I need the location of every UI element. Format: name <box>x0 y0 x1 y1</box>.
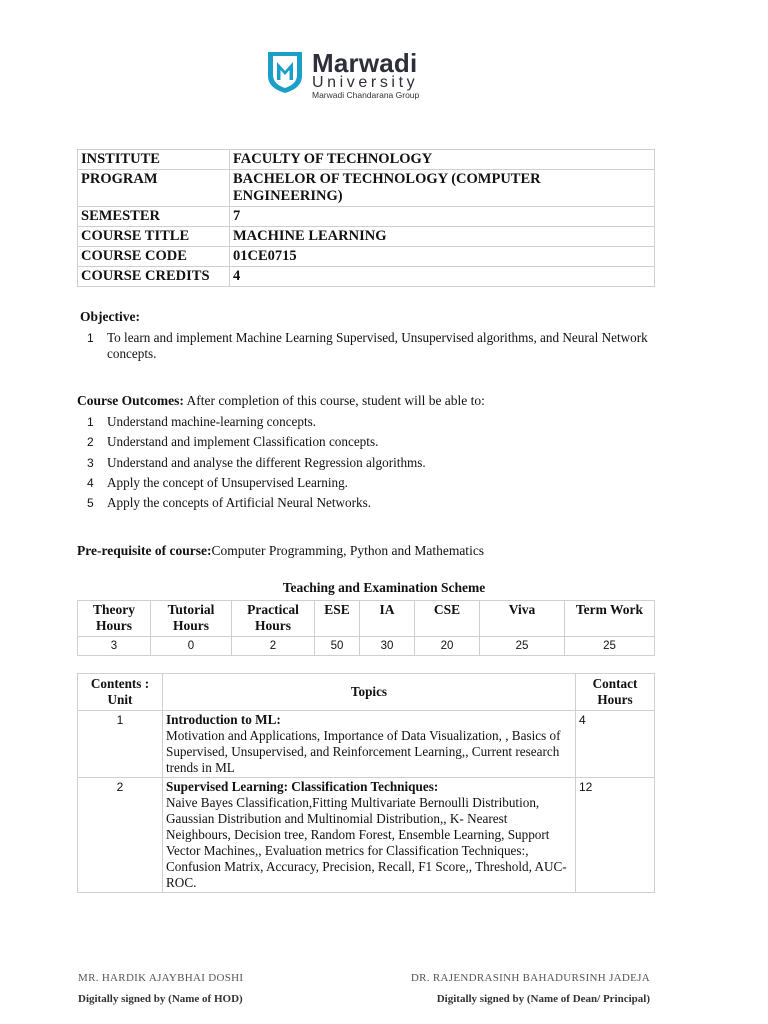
table-header-cell: IA <box>360 601 415 637</box>
info-row <box>78 170 655 207</box>
list-text: Understand machine-learning concepts. <box>107 414 317 429</box>
info-row <box>78 247 655 267</box>
list-number: 1 <box>87 331 94 345</box>
info-value: 4 <box>230 267 655 287</box>
list-text: Apply the concept of Unsupervised Learning. <box>107 475 348 490</box>
topic-title: Introduction to ML: <box>166 712 281 727</box>
dean-signature-note: Digitally signed by (Name of Dean/ Principal) <box>436 993 650 1005</box>
table-cell: 2 <box>232 637 315 656</box>
table-header-cell: Term Work <box>565 601 655 637</box>
table-header-row <box>78 674 655 711</box>
hod-name: MR. HARDIK AJAYBHAI DOSHI <box>78 972 244 984</box>
prerequisite <box>77 543 484 559</box>
topic-body: Motivation and Applications, Importance of Data Visualization, , Basics of Supervised, Unsupervised, and Reinforcement Learning,, Current research trends in ML <box>166 728 561 775</box>
table-cell: 3 <box>78 637 151 656</box>
scheme-title: Teaching and Examination Scheme <box>282 580 486 595</box>
course-info-table <box>77 149 655 287</box>
info-label: COURSE CODE <box>78 247 230 267</box>
info-label: COURSE TITLE <box>78 227 230 247</box>
table-header-cell: Tutorial Hours <box>151 601 232 637</box>
info-label: PROGRAM <box>78 170 230 207</box>
info-value: BACHELOR OF TECHNOLOGY (COMPUTER ENGINEERING) <box>230 170 655 207</box>
logo-group: Marwadi Chandarana Group <box>312 90 420 100</box>
dean-name: DR. RAJENDRASINH BAHADURSINH JADEJA <box>410 972 650 984</box>
info-value: 7 <box>230 207 655 227</box>
info-value: MACHINE LEARNING <box>230 227 655 247</box>
topics-header: Topics <box>163 674 576 711</box>
table-header-cell: Viva <box>480 601 565 637</box>
list-number: 3 <box>87 456 94 470</box>
logo-name: Marwadi <box>312 48 418 78</box>
contact-hours: 4 <box>576 711 655 778</box>
unit-number: 2 <box>78 778 163 893</box>
table-cell: 25 <box>565 637 655 656</box>
topic-cell <box>163 778 576 893</box>
table-row <box>78 637 655 656</box>
table-header-cell: Theory Hours <box>78 601 151 637</box>
topic-cell <box>163 711 576 778</box>
contact-hours: 12 <box>576 778 655 893</box>
info-row <box>78 207 655 227</box>
hours-header: Contact Hours <box>576 674 655 711</box>
info-row <box>78 267 655 287</box>
info-label: COURSE CREDITS <box>78 267 230 287</box>
topic-title: Supervised Learning: Classification Techniques: <box>166 779 439 794</box>
table-header-row <box>78 601 655 637</box>
table-row <box>78 778 655 893</box>
table-header-cell: CSE <box>415 601 480 637</box>
objective-heading: Objective: <box>80 309 140 324</box>
list-text: Apply the concepts of Artificial Neural Networks. <box>107 495 372 510</box>
prerequisite-text: Computer Programming, Python and Mathematics <box>211 543 485 558</box>
info-label: SEMESTER <box>78 207 230 227</box>
shield-logo-icon <box>266 50 304 94</box>
table-header-cell: Practical Hours <box>232 601 315 637</box>
list-number: 4 <box>87 476 94 490</box>
list-text: To learn and implement Machine Learning Supervised, Unsupervised algorithms, and Neural Network concepts. <box>107 330 648 361</box>
prerequisite-heading: Pre-requisite of course: <box>77 543 212 558</box>
contents-table <box>77 673 655 893</box>
course-outcomes-intro: After completion of this course, student will be able to: <box>183 393 485 408</box>
unit-header: Contents : Unit <box>78 674 163 711</box>
logo-subname: University <box>312 74 419 91</box>
table-cell: 50 <box>315 637 360 656</box>
topic-body: Naive Bayes Classification,Fitting Multivariate Bernoulli Distribution, Gaussian Distribution and Multinomial Distribution,, K- Nearest Neighbours, Decision tree, Random Forest, Ensemble Learning, Support Vector Machines,, Evaluation metrics for Classification Techniques:, Confusion Matrix, Accuracy, Precision, Recall, F1 Score,, Threshold, AUC-ROC. <box>166 795 567 890</box>
table-cell: 30 <box>360 637 415 656</box>
table-row <box>78 711 655 778</box>
course-outcomes-heading: Course Outcomes: <box>77 393 184 408</box>
scheme-table <box>77 600 655 656</box>
table-cell: 25 <box>480 637 565 656</box>
list-text: Understand and implement Classification concepts. <box>107 434 379 449</box>
table-cell: 0 <box>151 637 232 656</box>
info-value: 01CE0715 <box>230 247 655 267</box>
table-header-cell: ESE <box>315 601 360 637</box>
logo-text <box>312 50 419 101</box>
info-row <box>78 227 655 247</box>
list-number: 1 <box>87 415 94 429</box>
info-row <box>78 150 655 170</box>
unit-number: 1 <box>78 711 163 778</box>
hod-signature-note: Digitally signed by (Name of HOD) <box>78 993 243 1005</box>
info-value: FACULTY OF TECHNOLOGY <box>230 150 655 170</box>
list-text: Understand and analyse the different Regression algorithms. <box>107 455 426 470</box>
list-number: 5 <box>87 496 94 510</box>
course-outcomes <box>77 393 485 409</box>
info-label: INSTITUTE <box>78 150 230 170</box>
university-logo <box>266 50 419 102</box>
list-number: 2 <box>87 435 94 449</box>
table-cell: 20 <box>415 637 480 656</box>
